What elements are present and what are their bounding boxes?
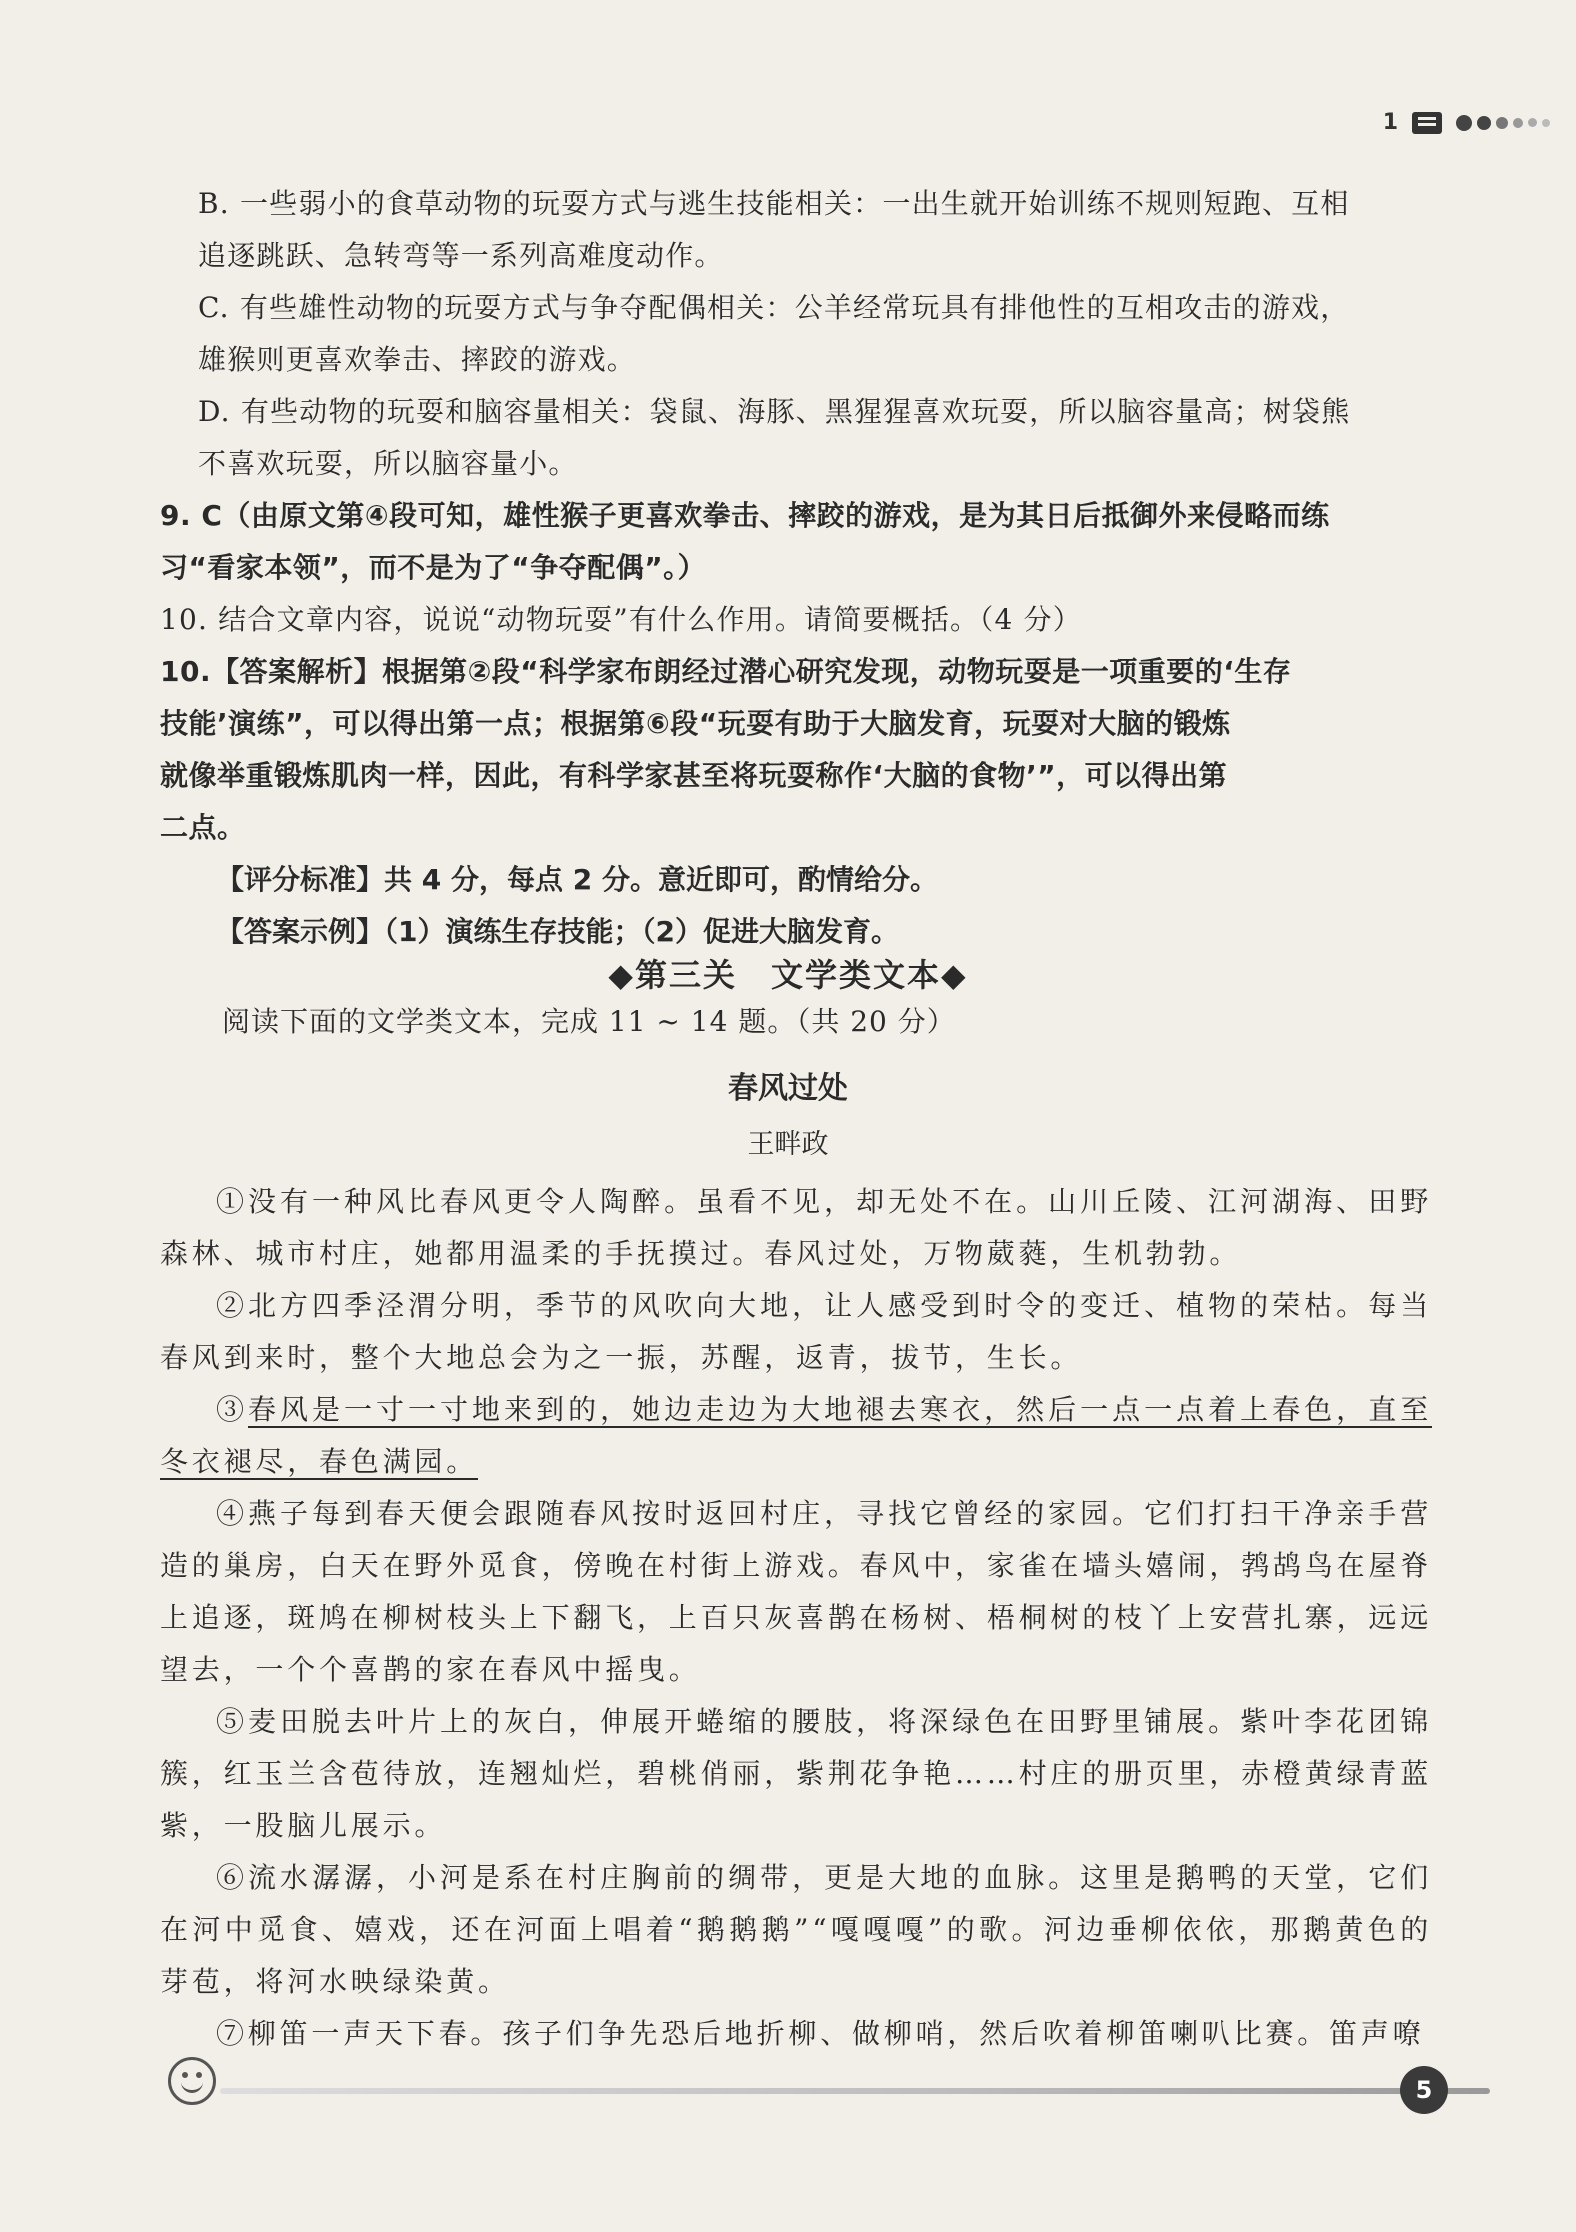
option-d-line1: D. 有些动物的玩耍和脑容量相关：袋鼠、海豚、黑猩猩喜欢玩耍，所以脑容量高；树袋熊 — [198, 395, 1351, 428]
answer-9-line1: 9. C（由原文第④段可知，雄性猴子更喜欢拳击、摔跤的游戏，是为其日后抵御外来侵略而练 — [160, 499, 1330, 532]
question-10-text: 10. 结合文章内容，说说“动物玩耍”有什么作用。请简要概括。（4 分） — [160, 603, 1082, 636]
answer-9-line2: 习“看家本领”，而不是为了“争夺配偶”。） — [160, 551, 707, 584]
option-c-line1: C. 有些雄性动物的玩耍方式与争夺配偶相关：公羊经常玩具有排他性的互相攻击的游戏， — [198, 291, 1350, 324]
paragraph-3-underlined: 春风是一寸一寸地来到的，她边走边为大地褪去寒衣，然后一点一点着上春色，直至冬衣褪尽，春色满园。 — [160, 1393, 1432, 1478]
answer-10 — [160, 646, 1432, 854]
progress-dots-icon — [1456, 115, 1550, 131]
answer-10-line2: 技能’演练”，可以得出第一点；根据第⑥段“玩耍有助于大脑发育，玩耍对大脑的锻炼 — [160, 707, 1231, 740]
paragraph-5: ⑤麦田脱去叶片上的灰白，伸展开蜷缩的腰肢，将深绿色在田野里铺展。紫叶李花团锦簇，红玉兰含苞待放，连翘灿烂，碧桃俏丽，紫荆花争艳……村庄的册页里，赤橙黄绿青蓝紫，一股脑儿展示。 — [160, 1705, 1433, 1842]
section-intro: 阅读下面的文学类文本，完成 11 ~ 14 题。（共 20 分） — [222, 1005, 956, 1038]
option-b — [198, 178, 1434, 282]
answer-10-line3: 就像举重锻炼肌肉一样，因此，有科学家甚至将玩耍称作‘大脑的食物’”，可以得出第 — [160, 759, 1228, 792]
option-b-line1: B. 一些弱小的食草动物的玩耍方式与逃生技能相关：一出生就开始训练不规则短跑、互相 — [198, 187, 1350, 220]
answer-example: 【答案示例】（1）演练生存技能；（2）促进大脑发育。 — [216, 915, 899, 948]
option-c-line2: 雄猴则更喜欢拳击、摔跤的游戏。 — [198, 343, 637, 376]
paragraph-3-number: ③ — [216, 1393, 249, 1426]
paragraph-1: ①没有一种风比春风更令人陶醉。虽看不见，却无处不在。山川丘陵、江河湖海、田野森林、城市村庄，她都用温柔的手抚摸过。春风过处，万物葳蕤，生机勃勃。 — [160, 1185, 1432, 1270]
paragraph-3 — [160, 1384, 1432, 1488]
paragraph-2: ②北方四季泾渭分明，季节的风吹向大地，让人感受到时令的变迁、植物的荣枯。每当春风到来时，整个大地总会为之一振，苏醒，返青，拔节，生长。 — [160, 1289, 1432, 1374]
book-icon — [1412, 112, 1442, 134]
option-c — [198, 282, 1434, 386]
article-title: 春风过处 — [728, 1071, 848, 1106]
answer-9 — [160, 490, 1432, 594]
unit-number: 1 — [1382, 110, 1398, 135]
article-author: 王畔政 — [747, 1129, 829, 1160]
scoring-standard: 【评分标准】共 4 分，每点 2 分。意近即可，酌情给分。 — [216, 863, 938, 896]
page-number: 5 — [1400, 2066, 1448, 2114]
answer-10-line4: 二点。 — [160, 811, 246, 844]
section-heading: ◆第三关 文学类文本◆ — [608, 956, 968, 994]
smiley-icon — [168, 2057, 216, 2105]
paragraph-4: ④燕子每到春天便会跟随春风按时返回村庄，寻找它曾经的家园。它们打扫干净亲手营造的巢房，白天在野外觅食，傍晚在村街上游戏。春风中，家雀在墙头嬉闹，鹁鸪鸟在屋脊上追逐，斑鸠在柳树枝头上下翻飞，上百只灰喜鹊在杨树、梧桐树的枝丫上安营扎寨，远远望去，一个个喜鹊的家在春风中摇曳。 — [160, 1497, 1433, 1686]
paragraph-7: ⑦柳笛一声天下春。孩子们争先恐后地折柳、做柳哨，然后吹着柳笛喇叭比赛。笛声嘹 — [216, 2017, 1425, 2050]
page-header — [1383, 110, 1550, 135]
paragraph-6: ⑥流水潺潺，小河是系在村庄胸前的绸带，更是大地的血脉。这里是鹅鸭的天堂，它们在河中觅食、嬉戏，还在河面上唱着“鹅鹅鹅”“嘎嘎嘎”的歌。河边垂柳依依，那鹅黄色的芽苞，将河水映绿染黄。 — [160, 1861, 1432, 1998]
option-b-line2: 追逐跳跃、急转弯等一系列高难度动作。 — [198, 239, 724, 272]
answer-10-line1: 10.【答案解析】根据第②段“科学家布朗经过潜心研究发现，动物玩耍是一项重要的‘生存 — [160, 655, 1292, 688]
option-d-line2: 不喜欢玩耍，所以脑容量小。 — [198, 447, 578, 480]
question-10 — [160, 594, 1432, 646]
footer-rule — [220, 2088, 1490, 2094]
option-d — [198, 386, 1434, 490]
